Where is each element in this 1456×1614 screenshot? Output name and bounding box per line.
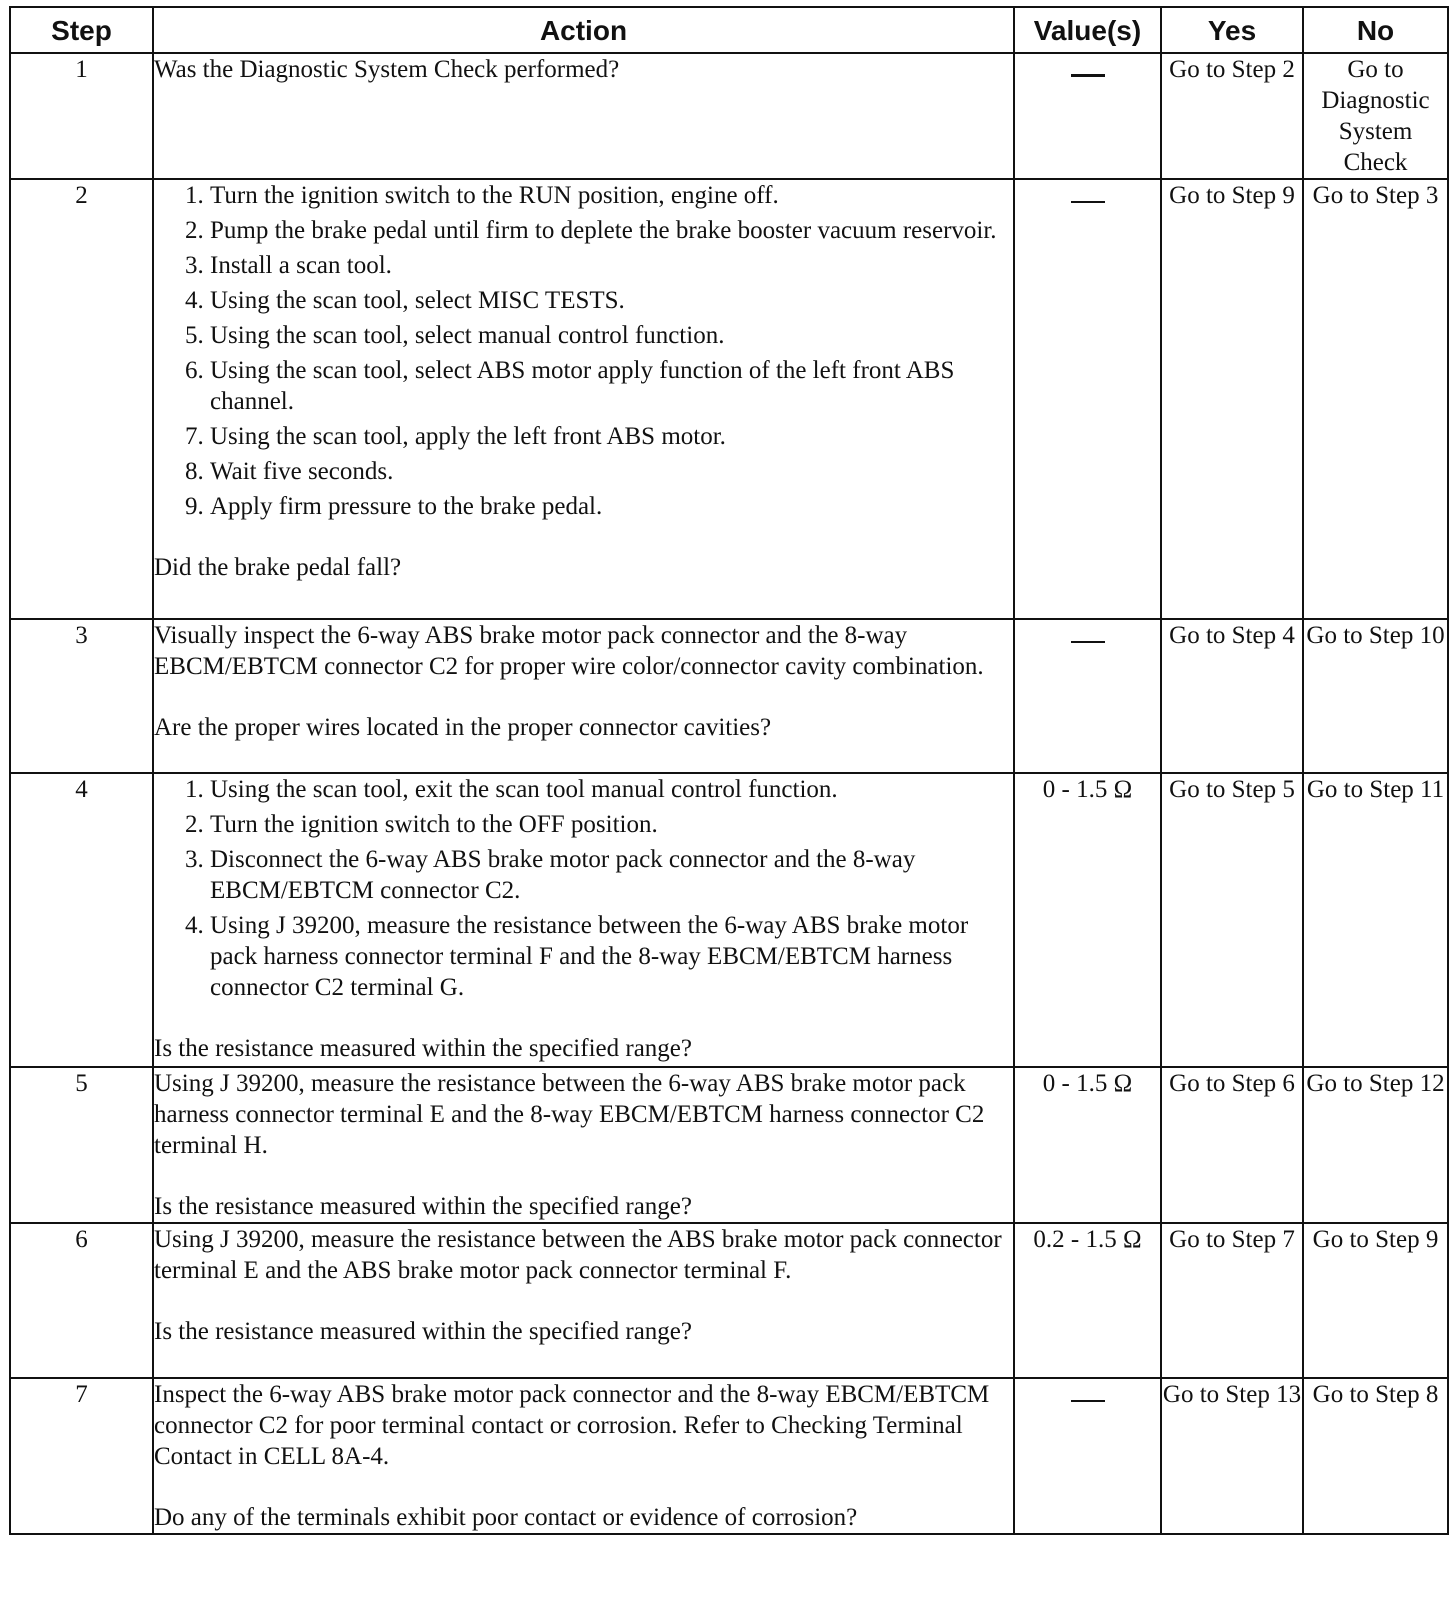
question-text: Is the resistance measured within the specified range? (154, 1035, 692, 1062)
procedure-item: 4. Using J 39200, measure the resistance between the 6-way ABS brake motor pack harness connector terminal F and the 8-way EBCM/EBTCM harness connector C2 terminal G. (210, 910, 1013, 1003)
procedure-item: 3. Disconnect the 6-way ABS brake motor pack connector and the 8-way EBCM/EBTCM connector C2. (210, 844, 1013, 906)
question-text: Is the resistance measured within the specified range? (154, 1193, 692, 1220)
step-number: 4 (10, 773, 153, 1067)
procedure-item: 5. Using the scan tool, select manual control function. (210, 320, 1013, 351)
procedure-item: 1. Turn the ignition switch to the RUN position, engine off. (210, 180, 1013, 211)
table-row (10, 53, 1448, 179)
no-cell: Go to Step 8 (1303, 1378, 1448, 1534)
table-row (10, 619, 1448, 773)
action-cell (153, 1223, 1014, 1378)
value-cell (1014, 619, 1161, 773)
table-row (10, 1223, 1448, 1378)
table-row (10, 773, 1448, 1067)
no-cell: Go to Diagnostic System Check (1303, 53, 1448, 179)
procedure-item: 8. Wait five seconds. (210, 456, 1013, 487)
action-cell (153, 179, 1014, 619)
yes-cell: Go to Step 5 (1161, 773, 1303, 1067)
no-cell: Go to Step 3 (1303, 179, 1448, 619)
value-cell: 0 - 1.5 Ω (1014, 1067, 1161, 1223)
action-text: Using J 39200, measure the resistance between the ABS brake motor pack connector terminal E and the ABS brake motor pack connector terminal F. (154, 1226, 1002, 1284)
dash-value (1071, 74, 1105, 77)
action-text: Inspect the 6-way ABS brake motor pack connector and the 8-way EBCM/EBTCM connector C2 for poor terminal contact or corrosion. Refer to Checking Terminal Contact in CELL 8A-4. (154, 1381, 990, 1470)
value-cell (1014, 53, 1161, 179)
header-yes: Yes (1161, 7, 1303, 53)
procedure-item: 2. Pump the brake pedal until firm to deplete the brake booster vacuum reservoir. (210, 215, 1013, 246)
header-action: Action (153, 7, 1014, 53)
diagnostic-table (9, 6, 1449, 1535)
step-number: 3 (10, 619, 153, 773)
procedure-item: 4. Using the scan tool, select MISC TESTS. (210, 285, 1013, 316)
procedure-item: 7. Using the scan tool, apply the left front ABS motor. (210, 421, 1013, 452)
value-cell (1014, 179, 1161, 619)
yes-cell: Go to Step 7 (1161, 1223, 1303, 1378)
dash-value (1071, 1400, 1105, 1402)
action-text: Was the Diagnostic System Check performed? (154, 56, 620, 83)
procedure-list (174, 774, 1013, 1003)
no-cell: Go to Step 9 (1303, 1223, 1448, 1378)
procedure-item: 2. Turn the ignition switch to the OFF position. (210, 809, 1013, 840)
no-cell: Go to Step 10 (1303, 619, 1448, 773)
action-cell (153, 53, 1014, 179)
step-number: 7 (10, 1378, 153, 1534)
value-cell: 0.2 - 1.5 Ω (1014, 1223, 1161, 1378)
value-cell: 0 - 1.5 Ω (1014, 773, 1161, 1067)
yes-cell: Go to Step 13 (1161, 1378, 1303, 1534)
header-no: No (1303, 7, 1448, 53)
question-text: Is the resistance measured within the specified range? (154, 1318, 692, 1345)
step-number: 6 (10, 1223, 153, 1378)
table-row (10, 179, 1448, 619)
question-text: Do any of the terminals exhibit poor contact or evidence of corrosion? (154, 1504, 858, 1531)
table-row (10, 1067, 1448, 1223)
yes-cell: Go to Step 4 (1161, 619, 1303, 773)
step-number: 2 (10, 179, 153, 619)
no-cell: Go to Step 11 (1303, 773, 1448, 1067)
table-row (10, 1378, 1448, 1534)
yes-cell: Go to Step 9 (1161, 179, 1303, 619)
action-cell (153, 1378, 1014, 1534)
header-step: Step (10, 7, 153, 53)
procedure-item: 1. Using the scan tool, exit the scan tool manual control function. (210, 774, 1013, 805)
question-text: Did the brake pedal fall? (154, 554, 402, 581)
procedure-list (174, 180, 1013, 522)
dash-value (1071, 641, 1105, 643)
step-number: 1 (10, 53, 153, 179)
table-header-row (10, 7, 1448, 53)
action-text: Visually inspect the 6-way ABS brake motor pack connector and the 8-way EBCM/EBTCM connector C2 for proper wire color/connector cavity combination. (154, 622, 984, 680)
value-cell (1014, 1378, 1161, 1534)
action-cell (153, 773, 1014, 1067)
no-cell: Go to Step 12 (1303, 1067, 1448, 1223)
dash-value (1071, 201, 1105, 203)
question-text: Are the proper wires located in the proper connector cavities? (154, 714, 772, 741)
action-cell (153, 619, 1014, 773)
action-cell (153, 1067, 1014, 1223)
yes-cell: Go to Step 6 (1161, 1067, 1303, 1223)
procedure-item: 9. Apply firm pressure to the brake pedal. (210, 491, 1013, 522)
procedure-item: 6. Using the scan tool, select ABS motor apply function of the left front ABS channel. (210, 355, 1013, 417)
yes-cell: Go to Step 2 (1161, 53, 1303, 179)
procedure-item: 3. Install a scan tool. (210, 250, 1013, 281)
action-text: Using J 39200, measure the resistance between the 6-way ABS brake motor pack harness connector terminal E and the 8-way EBCM/EBTCM harness connector C2 terminal H. (154, 1070, 985, 1159)
header-values: Value(s) (1014, 7, 1161, 53)
step-number: 5 (10, 1067, 153, 1223)
